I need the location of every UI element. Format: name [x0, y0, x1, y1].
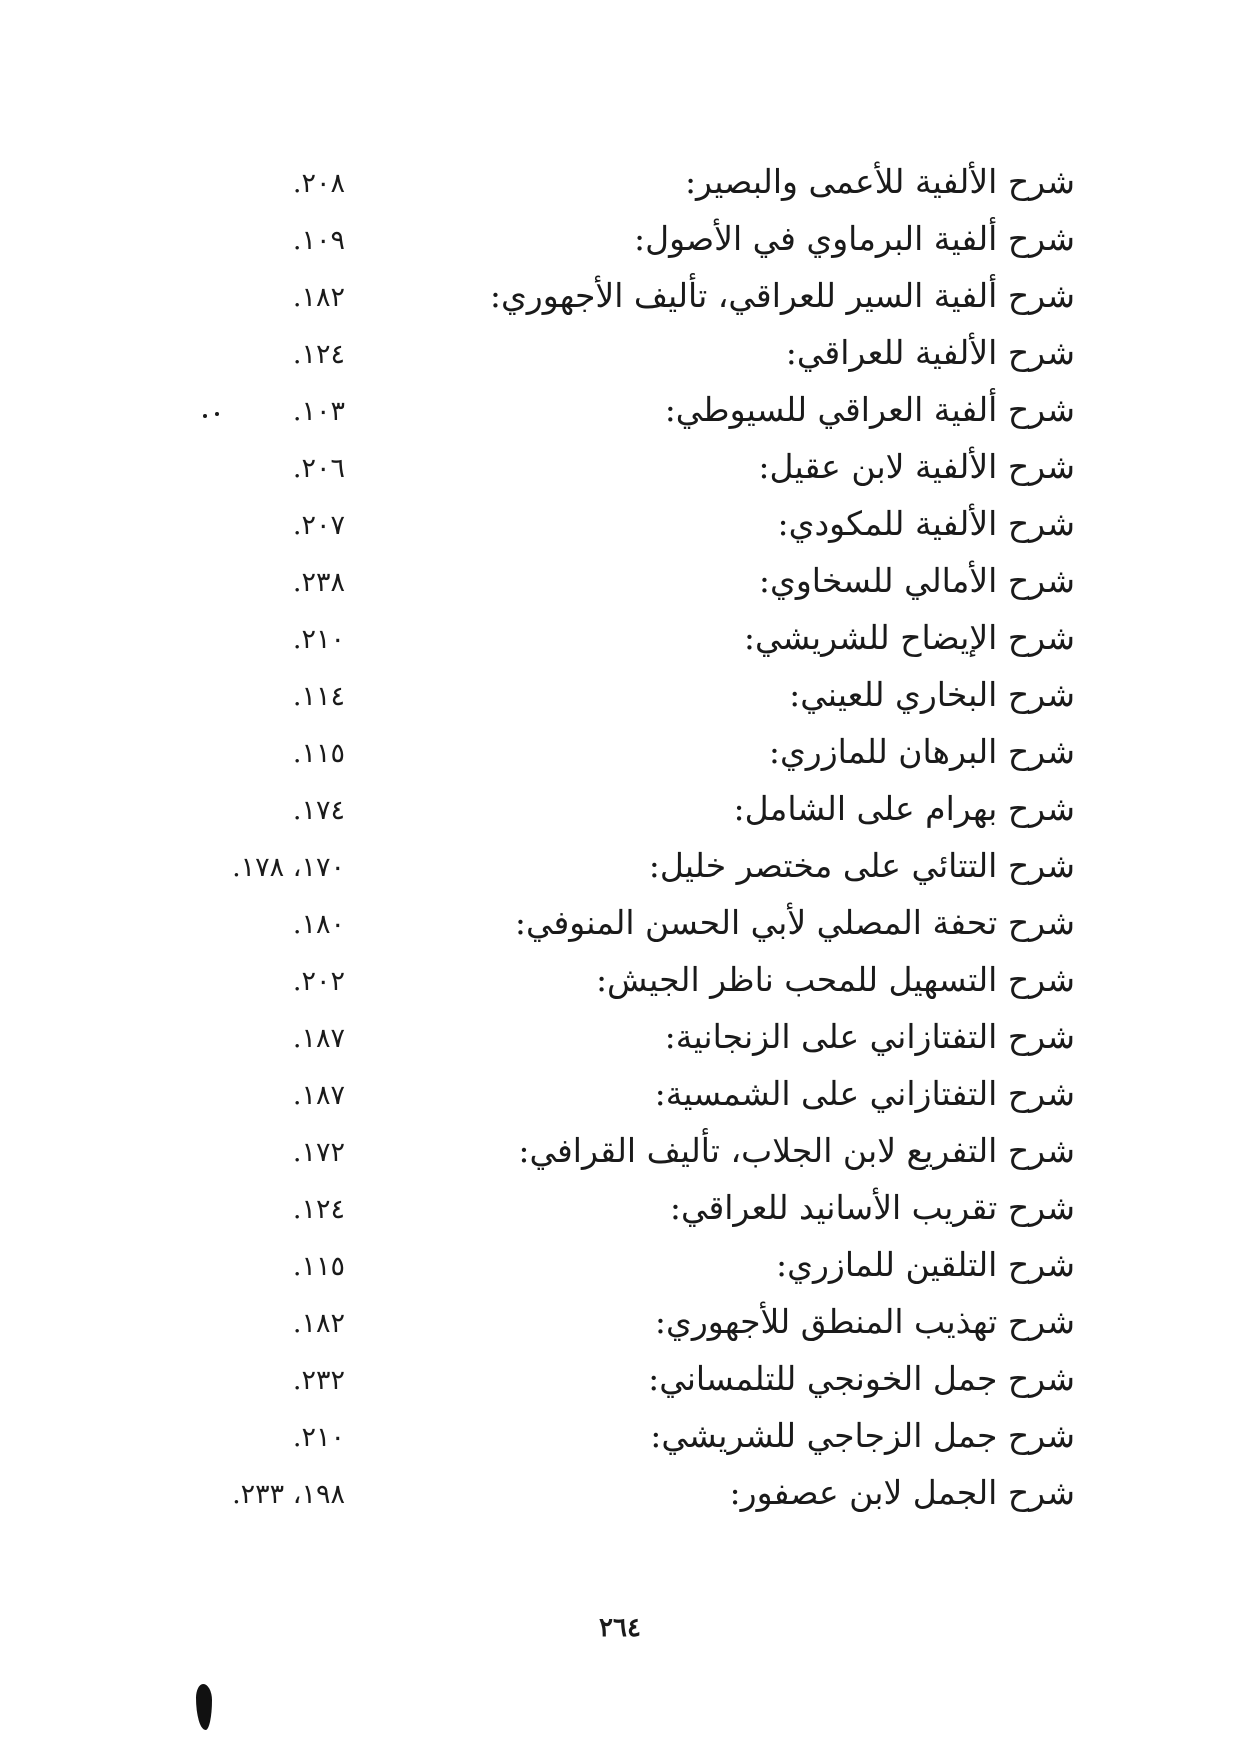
entry-pages: ٢٣٨.: [292, 567, 345, 598]
entry-title: شرح الأمالي للسخاوي:: [758, 561, 1075, 600]
entry-pages: ١٠٩.: [292, 225, 345, 256]
entry-pages: ١٢٤.: [292, 1194, 345, 1225]
index-entry: [0, 616, 1240, 673]
index-entry: [0, 274, 1240, 331]
entry-title: شرح التفريع لابن الجلاب، تأليف القرافي:: [518, 1131, 1075, 1170]
entry-pages: ١٠٣.: [292, 396, 345, 427]
entry-title: شرح التسهيل للمحب ناظر الجيش:: [595, 960, 1075, 999]
entry-pages: ١١٤.: [292, 681, 345, 712]
index-entry: [0, 502, 1240, 559]
index-entry: [0, 1414, 1240, 1471]
index-entry: [0, 160, 1240, 217]
entry-pages: ٢٣٢.: [292, 1365, 345, 1396]
index-entry: [0, 844, 1240, 901]
entry-pages: ١٧٢.: [292, 1137, 345, 1168]
entry-title: شرح الألفية للعراقي:: [785, 333, 1075, 372]
entry-pages: ٢٠٨.: [292, 168, 345, 199]
entry-title: شرح تحفة المصلي لأبي الحسن المنوفي:: [514, 903, 1075, 942]
index-entry: [0, 673, 1240, 730]
index-list: [0, 160, 1240, 1528]
entry-pages: ١١٥.: [292, 738, 345, 769]
index-entry: [0, 1357, 1240, 1414]
entry-title: شرح التفتازاني على الشمسية:: [654, 1074, 1075, 1113]
entry-pages: ١٨٢.: [292, 1308, 345, 1339]
entry-pages: ٢١٠.: [292, 1422, 345, 1453]
entry-title: شرح تقريب الأسانيد للعراقي:: [669, 1188, 1075, 1227]
entry-title: شرح جمل الزجاجي للشريشي:: [650, 1416, 1075, 1455]
index-entry: [0, 1300, 1240, 1357]
entry-pages: ٢٠٦.: [292, 453, 345, 484]
entry-title: شرح التتائي على مختصر خليل:: [648, 846, 1075, 885]
entry-title: شرح الألفية للأعمى والبصير:: [684, 162, 1075, 201]
index-entry: [0, 445, 1240, 502]
entry-title: شرح ألفية البرماوي في الأصول:: [633, 219, 1075, 258]
entry-pages: ١٧٠، ١٧٨.: [232, 852, 345, 883]
entry-title: شرح الجمل لابن عصفور:: [729, 1473, 1075, 1512]
index-entry: [0, 1072, 1240, 1129]
entry-title: شرح ألفية السير للعراقي، تأليف الأجهوري:: [489, 276, 1075, 315]
entry-pages: ١٨٧.: [292, 1023, 345, 1054]
entry-pages: ١١٥.: [292, 1251, 345, 1282]
entry-pages: ٢٠٢.: [292, 966, 345, 997]
entry-title: شرح بهرام على الشامل:: [733, 789, 1075, 828]
index-entry: [0, 787, 1240, 844]
entry-title: شرح الإيضاح للشريشي:: [743, 618, 1075, 657]
index-entry: [0, 1015, 1240, 1072]
entry-title: شرح البرهان للمازري:: [768, 732, 1075, 771]
entry-pages: ١٨٢.: [292, 282, 345, 313]
entry-title: شرح التفتازاني على الزنجانية:: [664, 1017, 1075, 1056]
index-entry: [0, 388, 1240, 445]
entry-pages: ٢٠٧.: [292, 510, 345, 541]
index-entry: [0, 1129, 1240, 1186]
index-entry: [0, 1186, 1240, 1243]
entry-title: شرح الألفية للمكودي:: [777, 504, 1075, 543]
entry-title: شرح البخاري للعيني:: [789, 675, 1075, 714]
index-entry: [0, 958, 1240, 1015]
index-entry: [0, 1471, 1240, 1528]
entry-title: شرح الألفية لابن عقيل:: [758, 447, 1075, 486]
entry-title: شرح جمل الخونجي للتلمساني:: [648, 1359, 1075, 1398]
page-number: ٢٦٤: [599, 1613, 641, 1643]
entry-pages: ١٩٨، ٢٣٣.: [232, 1479, 345, 1510]
index-entry: [0, 730, 1240, 787]
entry-pages: ١٧٤.: [292, 795, 345, 826]
index-entry: [0, 1243, 1240, 1300]
entry-title: شرح ألفية العراقي للسيوطي:: [664, 390, 1075, 429]
index-entry: [0, 559, 1240, 616]
entry-pages: ٢١٠.: [292, 624, 345, 655]
entry-title: شرح تهذيب المنطق للأجهوري:: [654, 1302, 1075, 1341]
ink-blot: [196, 1684, 212, 1730]
entry-title: شرح التلقين للمازري:: [776, 1245, 1075, 1284]
index-entry: [0, 331, 1240, 388]
entry-pages: ١٨٧.: [292, 1080, 345, 1111]
entry-pages: ١٢٤.: [292, 339, 345, 370]
ink-speck: [203, 414, 221, 420]
index-entry: [0, 217, 1240, 274]
entry-pages: ١٨٠.: [292, 909, 345, 940]
index-entry: [0, 901, 1240, 958]
